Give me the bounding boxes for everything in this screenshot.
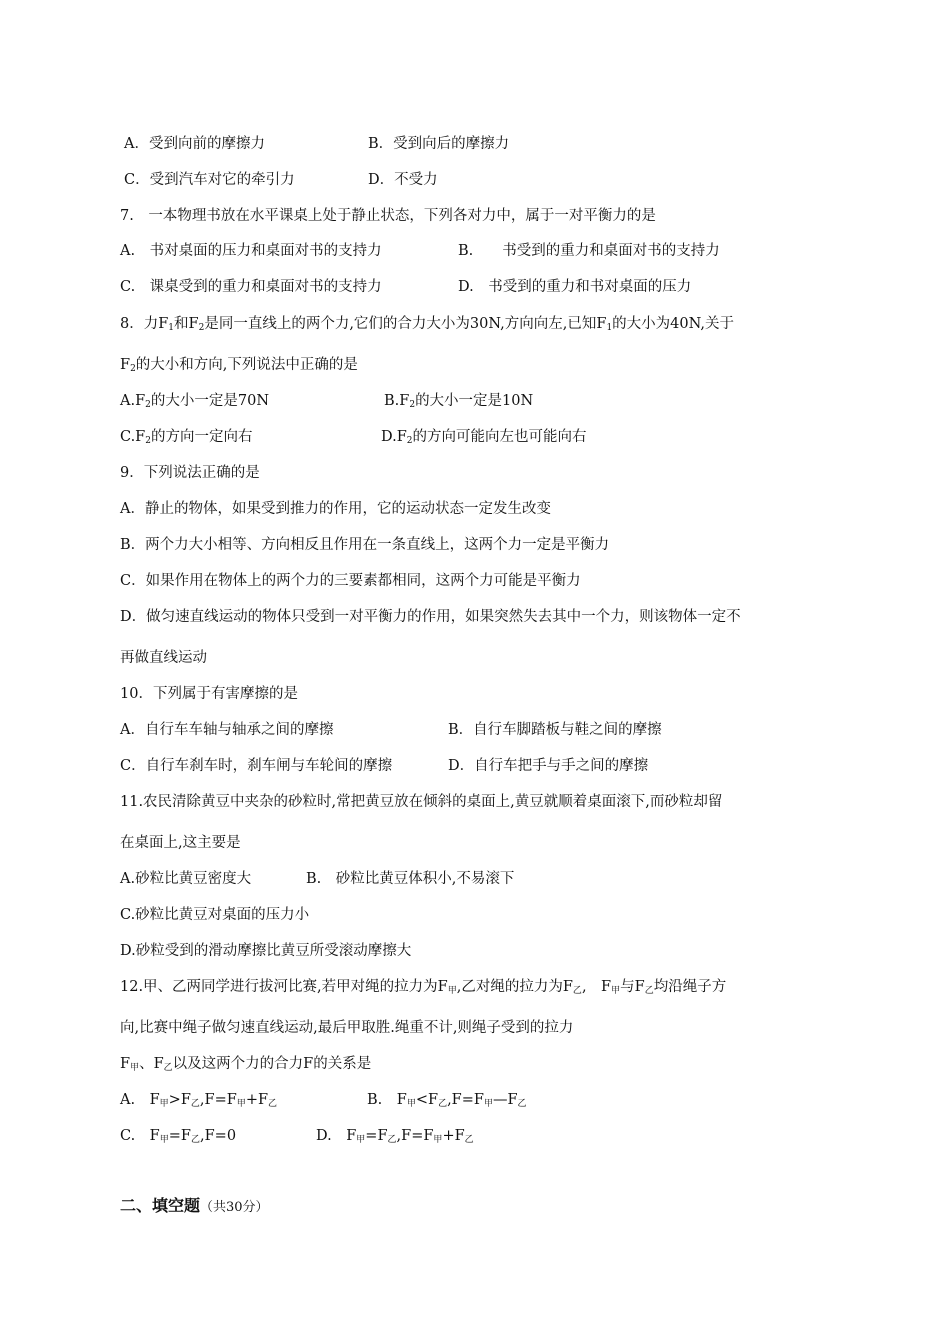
q11-stem-line2: 在桌面上,这主要是	[120, 835, 241, 851]
prev-option-a: A．受到向前的摩擦力	[124, 136, 265, 152]
q7-option-c: C. 课桌受到的重力和桌面对书的支持力	[120, 279, 382, 295]
q11-option-d: D.砂粒受到的滑动摩擦比黄豆所受滚动摩擦大	[120, 943, 412, 959]
q10-stem: 10．下列属于有害摩擦的是	[120, 686, 298, 702]
q10-option-d: D．自行车把手与手之间的摩擦	[448, 758, 649, 774]
q7-option-a: A. 书对桌面的压力和桌面对书的支持力	[120, 243, 382, 259]
q11-option-c: C.砂粒比黄豆对桌面的压力小	[120, 907, 310, 923]
q12-stem-line3: $F_甲$、$F_乙$以及这两个力的合力F的关系是	[120, 1056, 372, 1073]
q9-option-a: A．静止的物体，如果受到推力的作用，它的运动状态一定发生改变	[120, 501, 551, 517]
prev-option-b: B．受到向后的摩擦力	[368, 136, 510, 152]
q7-option-d: D. 书受到的重力和书对桌面的压力	[458, 279, 692, 295]
section-heading: 二、填空题（共30分）	[120, 1196, 269, 1215]
q9-option-b: B．两个力大小相等、方向相反且作用在一条直线上，这两个力一定是平衡力	[120, 537, 610, 553]
q8-option-b: $B.F_2$的大小一定是10N	[384, 393, 534, 410]
q12-option-a: A. $F_甲>F_乙,F=F_甲+F_乙$	[120, 1092, 278, 1109]
q12-option-c: C. $F_甲=F_乙,F=0$	[120, 1128, 237, 1145]
q9-stem: 9．下列说法正确的是	[120, 465, 260, 481]
q10-option-b: B．自行车脚踏板与鞋之间的摩擦	[448, 722, 662, 738]
q12-stem-line2: 向,比赛中绳子做匀速直线运动,最后甲取胜.绳重不计,则绳子受到的拉力	[120, 1020, 574, 1036]
q8-stem-line1: 8．力$F_1$和$F_2$是同一直线上的两个力,它们的合力大小为30N,方向向左,已知$F_1$的大小为40N,关于	[120, 316, 734, 333]
q11-option-b: B. 砂粒比黄豆体积小,不易滚下	[306, 871, 515, 887]
q12-option-d: D. $F_甲=F_乙,F=F_甲+F_乙$	[316, 1128, 474, 1145]
q11-stem-line1: 11.农民清除黄豆中夹杂的砂粒时,常把黄豆放在倾斜的桌面上,黄豆就顺着桌面滚下,而砂粒却留	[120, 794, 723, 810]
q10-option-c: C．自行车刹车时，刹车闸与车轮间的摩擦	[120, 758, 393, 774]
q8-option-d: $D.F_2$的方向可能向左也可能向右	[381, 429, 587, 446]
q8-stem-line2: $F_2$的大小和方向,下列说法中正确的是	[120, 357, 358, 374]
q10-option-a: A．自行车车轴与轴承之间的摩擦	[120, 722, 334, 738]
q12-option-b: B. $F_甲<F_乙,F=F_甲—F_乙$	[367, 1092, 527, 1109]
q7-option-b: B. 书受到的重力和桌面对书的支持力	[458, 243, 720, 259]
prev-option-c: C．受到汽车对它的牵引力	[124, 172, 295, 188]
q9-option-d-line2: 再做直线运动	[120, 650, 207, 666]
q9-option-d-line1: D．做匀速直线运动的物体只受到一对平衡力的作用，如果突然失去其中一个力，则该物体一定不	[120, 609, 741, 625]
q8-option-c: $C.F_2$的方向一定向右	[120, 429, 253, 446]
q8-option-a: $A.F_2$的大小一定是70N	[120, 393, 270, 410]
q11-option-a: A.砂粒比黄豆密度大	[120, 871, 252, 887]
prev-option-d: D．不受力	[368, 172, 438, 188]
q7-stem: 7. 一本物理书放在水平课桌上处于静止状态，下列各对力中，属于一对平衡力的是	[120, 208, 656, 224]
q12-stem-line1: 12.甲、乙两同学进行拔河比赛,若甲对绳的拉力为$F_甲$,乙对绳的拉力为$F_乙$, $F_甲$与$F_乙$均沿绳子方	[120, 979, 727, 996]
q9-option-c: C．如果作用在物体上的两个力的三要素都相同，这两个力可能是平衡力	[120, 573, 581, 589]
